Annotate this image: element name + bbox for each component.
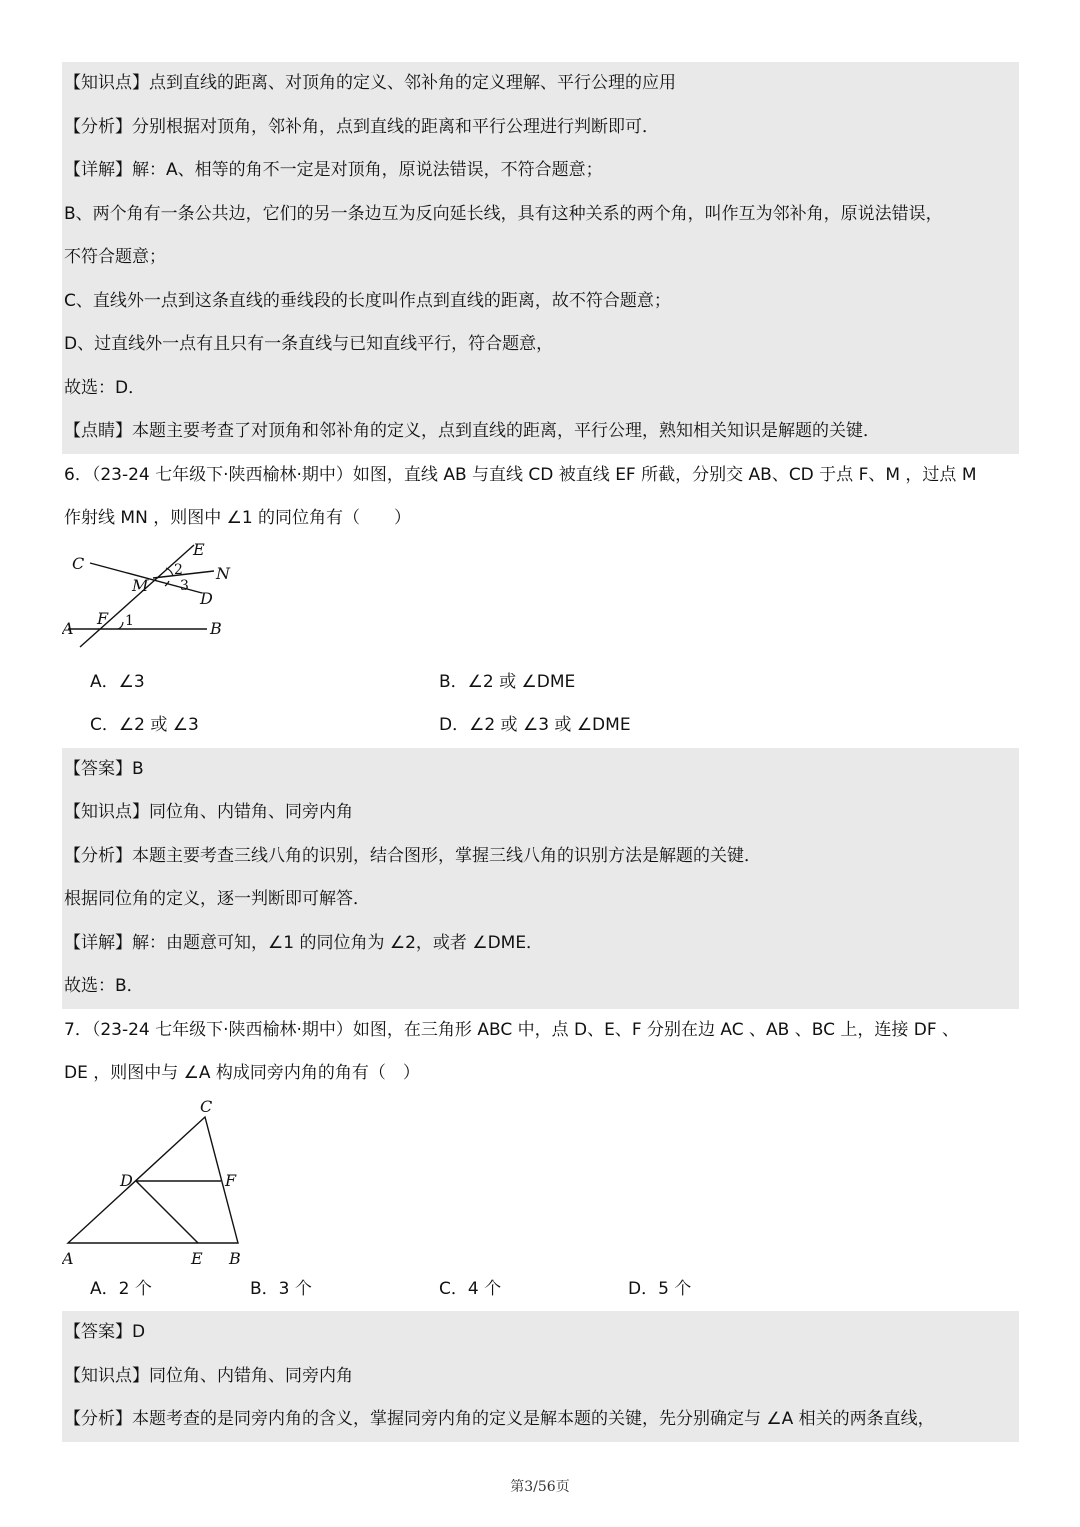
choice: 故选：B． [64,976,144,996]
answer: 【答案】D [64,1322,146,1342]
label-n: N [216,563,230,583]
label-c: C [72,553,85,573]
label-b: B [229,1248,241,1268]
option-b[interactable]: B．∠2 或 ∠DME [439,671,576,692]
question-6-diagram [62,541,262,661]
question-6-line-2: 作射线 MN ，则图中 ∠1 的同位角有（ ） [64,508,412,528]
label-c: C [200,1096,213,1116]
question-7-line-2: DE ，则图中与 ∠A 构成同旁内角的角有（ ） [64,1063,420,1083]
key-point: 【点睛】本题主要考查了对顶角和邻补角的定义，点到直线的距离，平行公理，熟知相关知识是解题的关键． [64,421,880,441]
question-6-options-row-2 [62,704,1019,748]
question-7-diagram [62,1096,262,1268]
option-d[interactable]: D．∠2 或 ∠3 或 ∠DME [439,715,631,735]
label-f: F [97,608,109,628]
option-a[interactable]: A．∠3 [90,671,145,692]
choice: 故选：D． [64,377,146,398]
page-number: 第3/56页 [510,1479,570,1495]
label-m: M [132,575,149,595]
detail-b: B、两个角有一条公共边，它们的另一条边互为反向延长线，具有这种关系的两个角，叫作互为邻补角，原说法错误， [64,203,943,224]
analysis: 【分析】本题考查的是同旁内角的含义，掌握同旁内角的定义是解本题的关键，先分别确定与 ∠A 相关的两条直线， [64,1409,935,1429]
knowledge-point: 【知识点】同位角、内错角、同旁内角 [64,1365,353,1386]
detail: 【详解】解：由题意可知，∠1 的同位角为 ∠2，或者 ∠DME． [64,932,544,953]
solution-block-q6 [62,748,1019,1009]
answer: 【答案】B [64,758,144,779]
question-7-options [62,1268,1019,1312]
analysis: 【分析】本题主要考查三线八角的识别，结合图形，掌握三线八角的识别方法是解题的关键． [64,845,761,866]
knowledge-point: 【知识点】点到直线的距离、对顶角的定义、邻补角的定义理解、平行公理的应用 [64,73,676,93]
option-c[interactable]: C．4 个 [439,1278,502,1299]
detail-b-cont: 不符合题意； [64,247,166,267]
label-3: 3 [180,577,189,594]
analysis-cont: 根据同位角的定义，逐一判断即可解答． [64,889,370,909]
label-2: 2 [174,561,183,578]
detail-d: D、过直线外一点有且只有一条直线与已知直线平行，符合题意， [64,334,554,354]
option-d[interactable]: D．5 个 [628,1278,692,1299]
question-6-line-1: 6．（23-24 七年级下·陕西榆林·期中）如图，直线 AB 与直线 CD 被直线 EF 所截，分别交 AB、CD 于点 F、M ，过点 M [64,464,977,485]
detail-a: 【详解】解：A、相等的角不一定是对顶角，原说法错误，不符合题意； [64,160,603,180]
label-e: E [191,1248,203,1268]
label-d: D [120,1170,133,1190]
label-e: E [193,540,205,559]
label-b: B [210,618,222,638]
knowledge-point: 【知识点】同位角、内错角、同旁内角 [64,802,353,822]
label-a: A [62,1248,74,1268]
label-1: 1 [125,612,134,629]
label-d: D [200,588,213,608]
solution-block-q5 [62,62,1019,454]
option-b[interactable]: B．3 个 [250,1278,312,1299]
label-f: F [225,1170,237,1190]
option-c[interactable]: C．∠2 或 ∠3 [90,715,199,735]
label-a: A [62,618,74,638]
page-content [62,62,1019,1442]
solution-block-q7 [62,1311,1019,1442]
question-7-line-1: 7．（23-24 七年级下·陕西榆林·期中）如图，在三角形 ABC 中，点 D、E、F 分别在边 AC 、AB 、BC 上，连接 DF 、 [64,1019,960,1040]
analysis: 【分析】分别根据对顶角，邻补角，点到直线的距离和平行公理进行判断即可． [64,116,659,137]
question-6-options-row-1 [62,661,1019,705]
option-a[interactable]: A．2 个 [90,1278,152,1299]
detail-c: C、直线外一点到这条直线的垂线段的长度叫作点到直线的距离，故不符合题意； [64,290,671,311]
